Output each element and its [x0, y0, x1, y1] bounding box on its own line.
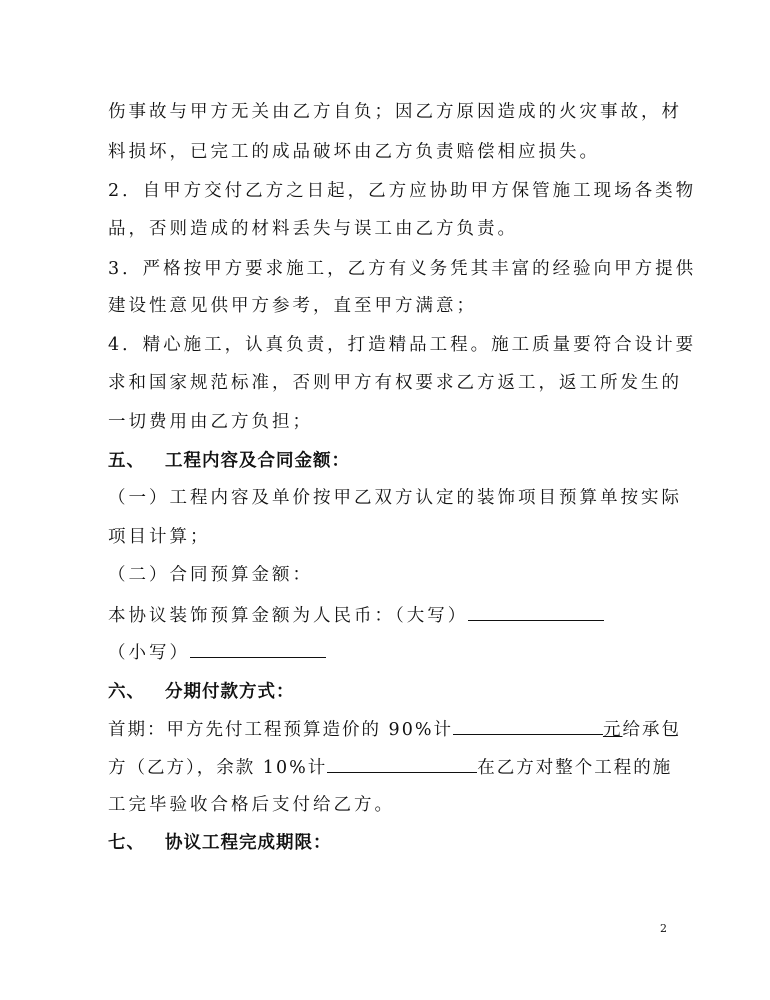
payment-balance-blank [327, 753, 477, 773]
amount-words-label: 本协议装饰预算金额为人民币：（大写） [108, 606, 469, 626]
body-line: 4．精心施工，认真负责，打造精品工程。施工质量要符合设计要 [108, 335, 697, 355]
body-line: 项目计算； [108, 527, 211, 547]
section-7-title: 协议工程完成期限： [165, 833, 332, 853]
section-5-number: 五、 [108, 451, 145, 471]
amount-figures-blank [190, 638, 326, 658]
body-line: 伤事故与甲方无关由乙方自负；因乙方原因造成的火灾事故，材 [108, 102, 682, 122]
section-6-title: 分期付款方式： [165, 682, 295, 702]
section-7-heading [108, 830, 332, 856]
body-line: 工完毕验收合格后支付给乙方。 [108, 795, 395, 815]
amount-words-blank [468, 601, 604, 621]
payment-first-label: 首期：甲方先付工程预算造价的 90%计 [108, 720, 453, 740]
payment-line-2 [108, 753, 672, 781]
amount-figures-label: （小写） [108, 643, 190, 663]
body-line: 建设性意见供甲方参考，直至甲方满意； [108, 296, 477, 316]
body-line: 料损坏，已完工的成品破坏由乙方负责赔偿相应损失。 [108, 142, 600, 162]
payment-balance-label: 方（乙方），余款 10%计 [108, 758, 328, 778]
body-line: 3．严格按甲方要求施工，乙方有义务凭其丰富的经验向甲方提供 [108, 259, 697, 279]
amount-figures-line [108, 638, 326, 666]
section-5-heading [108, 448, 350, 474]
body-line: （二）合同预算金额： [108, 565, 313, 585]
body-line: 一切费用由乙方负担； [108, 412, 313, 432]
page-number: 2 [660, 922, 667, 935]
body-line: 求和国家规范标准，否则甲方有权要求乙方返工，返工所发生的 [108, 373, 682, 393]
section-5-title: 工程内容及合同金额： [165, 451, 350, 471]
payment-first-suffix: 给承包 [622, 720, 681, 740]
section-6-heading [108, 679, 295, 705]
body-line: （一）工程内容及单价按甲乙双方认定的装饰项目预算单按实际 [108, 488, 682, 508]
payment-first-unit: 元 [602, 720, 623, 740]
body-line: 品，否则造成的材料丢失与误工由乙方负责。 [108, 219, 518, 239]
amount-words-line [108, 601, 604, 629]
section-6-number: 六、 [108, 682, 145, 702]
body-line: 2．自甲方交付乙方之日起，乙方应协助甲方保管施工现场各类物 [108, 181, 697, 201]
payment-balance-suffix: 在乙方对整个工程的施 [477, 758, 673, 778]
payment-first-blank [453, 715, 603, 735]
payment-line-1 [108, 715, 681, 743]
section-7-number: 七、 [108, 833, 145, 853]
